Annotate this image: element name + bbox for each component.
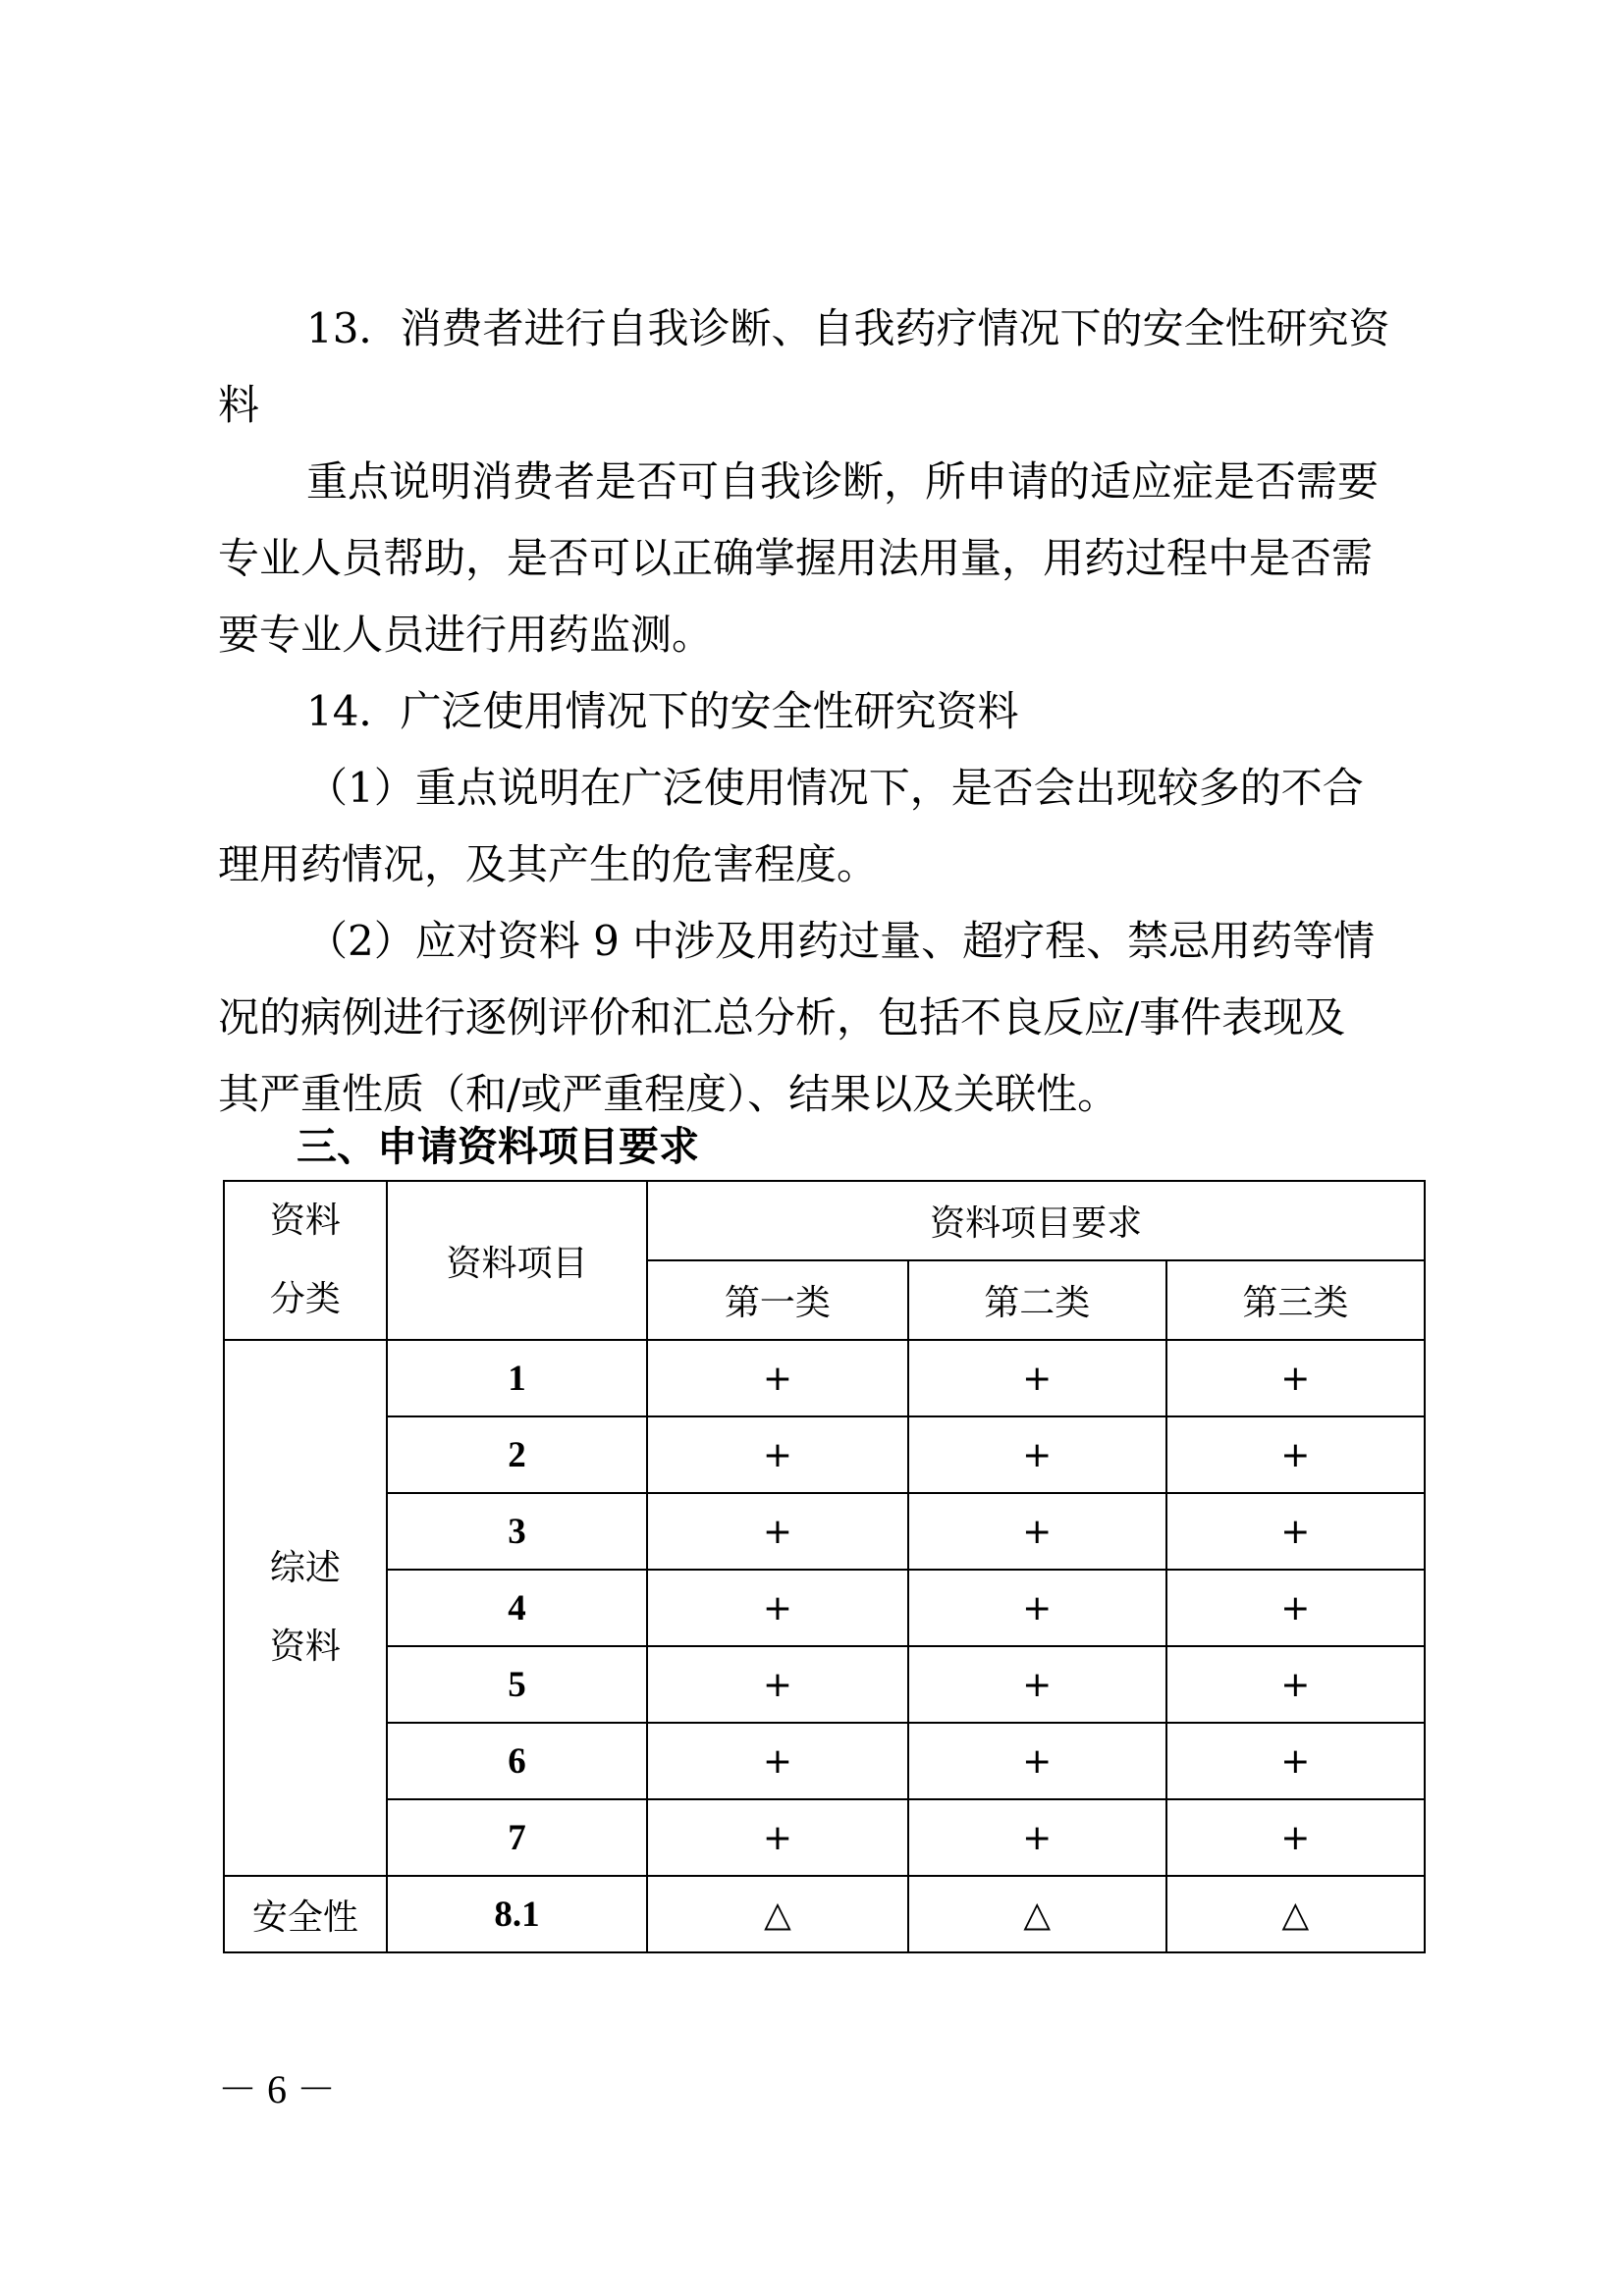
- table-row: [224, 1416, 1425, 1493]
- text-line: （1）重点说明在广泛使用情况下，是否会出现较多的不合: [306, 764, 1364, 812]
- header-category-line: 资料: [269, 1201, 341, 1241]
- class1-mark-cell: +: [647, 1416, 907, 1493]
- section-heading: 三、申请资料项目要求: [297, 1123, 699, 1170]
- header-class2-cell: 第二类: [908, 1260, 1166, 1340]
- class3-mark-cell: +: [1166, 1416, 1425, 1493]
- text-line: 其严重性质（和/或严重程度）、结果以及关联性。: [218, 1070, 1119, 1118]
- table-row: [224, 1723, 1425, 1799]
- class3-mark-cell: +: [1166, 1799, 1425, 1876]
- text-line: 理用药情况，及其产生的危害程度。: [218, 840, 879, 888]
- item-number-cell: 4: [387, 1570, 647, 1646]
- text-line: 重点说明消费者是否可自我诊断，所申请的适应症是否需要: [306, 457, 1380, 506]
- class2-mark-cell: △: [908, 1876, 1166, 1952]
- class2-mark-cell: +: [908, 1493, 1166, 1570]
- table-row: [224, 1570, 1425, 1646]
- class1-mark-cell: +: [647, 1340, 907, 1416]
- header-category-cell: [224, 1181, 387, 1340]
- item-number-cell: 8.1: [387, 1876, 647, 1952]
- text-line: 料: [218, 381, 260, 429]
- section-14-item-1: [218, 750, 1428, 903]
- table-row: [224, 1646, 1425, 1723]
- section-13-title: [218, 291, 1428, 444]
- class2-mark-cell: +: [908, 1799, 1166, 1876]
- item-number-cell: 6: [387, 1723, 647, 1799]
- class3-mark-cell: +: [1166, 1570, 1425, 1646]
- text-line: 况的病例进行逐例评价和汇总分析，包括不良反应/事件表现及: [218, 993, 1346, 1041]
- requirements-table: [223, 1180, 1426, 1953]
- item-number-cell: 1: [387, 1340, 647, 1416]
- class1-mark-cell: +: [647, 1799, 907, 1876]
- class3-mark-cell: +: [1166, 1493, 1425, 1570]
- item-number-cell: 2: [387, 1416, 647, 1493]
- header-item-cell: 资料项目: [387, 1181, 647, 1340]
- table-row: [224, 1340, 1425, 1416]
- class1-mark-cell: +: [647, 1570, 907, 1646]
- class3-mark-cell: +: [1166, 1646, 1425, 1723]
- class2-mark-cell: +: [908, 1570, 1166, 1646]
- class1-mark-cell: △: [647, 1876, 907, 1952]
- class2-mark-cell: +: [908, 1723, 1166, 1799]
- text-line: 14．广泛使用情况下的安全性研究资料: [306, 687, 1019, 735]
- item-number-cell: 3: [387, 1493, 647, 1570]
- item-number-cell: 5: [387, 1646, 647, 1723]
- table-header-row: [224, 1181, 1425, 1260]
- header-requirements-cell: 资料项目要求: [647, 1181, 1425, 1260]
- text-line: 要专业人员进行用药监测。: [218, 611, 714, 659]
- class3-mark-cell: +: [1166, 1340, 1425, 1416]
- table-row: [224, 1493, 1425, 1570]
- class3-mark-cell: △: [1166, 1876, 1425, 1952]
- class2-mark-cell: +: [908, 1416, 1166, 1493]
- header-class1-cell: 第一类: [647, 1260, 907, 1340]
- class2-mark-cell: +: [908, 1340, 1166, 1416]
- class2-mark-cell: +: [908, 1646, 1166, 1723]
- group-label-cell: [224, 1340, 387, 1876]
- text-line: 13．消费者进行自我诊断、自我药疗情况下的安全性研究资: [306, 304, 1390, 352]
- group-label-line: 资料: [269, 1627, 341, 1667]
- page-number: － 6 －: [218, 2067, 336, 2111]
- class1-mark-cell: +: [647, 1723, 907, 1799]
- header-category-line: 分类: [269, 1279, 341, 1319]
- category-cell: 安全性: [224, 1876, 387, 1952]
- class3-mark-cell: +: [1166, 1723, 1425, 1799]
- section-14-item-2: [218, 903, 1428, 1133]
- text-line: （2）应对资料 9 中涉及用药过量、超疗程、禁忌用药等情: [306, 917, 1376, 965]
- class1-mark-cell: +: [647, 1493, 907, 1570]
- class1-mark-cell: +: [647, 1646, 907, 1723]
- text-line: 专业人员帮助，是否可以正确掌握用法用量，用药过程中是否需: [218, 534, 1374, 582]
- item-number-cell: 7: [387, 1799, 647, 1876]
- group-label-line: 综述: [269, 1548, 341, 1588]
- section-14-title: [218, 673, 1428, 750]
- table-row: [224, 1876, 1425, 1952]
- header-class3-cell: 第三类: [1166, 1260, 1425, 1340]
- section-13-body: [218, 444, 1428, 673]
- table-row: [224, 1799, 1425, 1876]
